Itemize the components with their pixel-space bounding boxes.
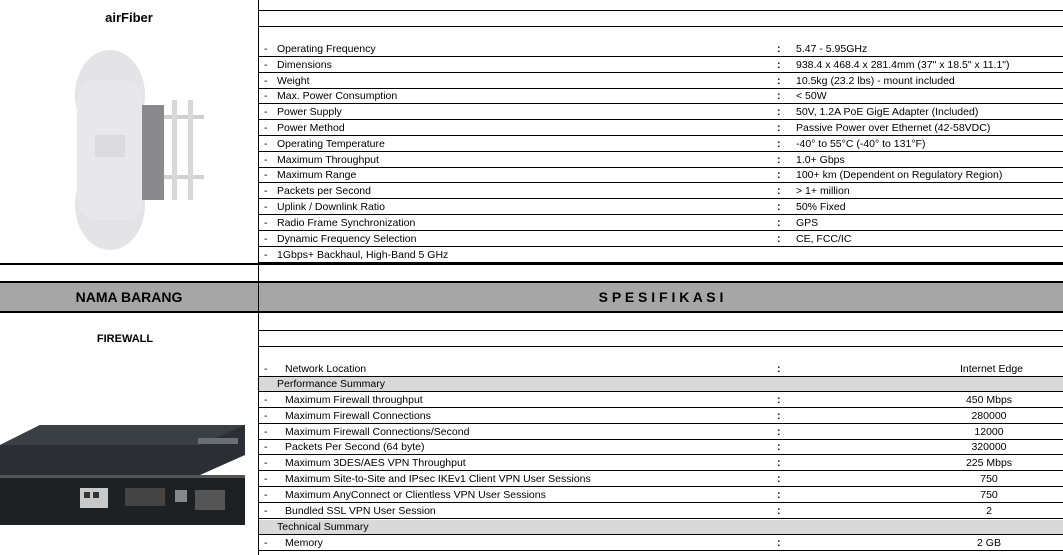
airfiber-spec-row	[259, 216, 1063, 231]
colon: :	[777, 106, 781, 119]
airfiber-spec-row	[259, 200, 1063, 215]
spec-value: GPS	[796, 216, 819, 229]
colon: :	[777, 137, 781, 150]
colon: :	[777, 216, 781, 229]
spec-label: Network Location	[285, 363, 367, 375]
spec-label: Power Supply	[277, 106, 342, 119]
dash: -	[264, 74, 268, 87]
spec-value: 320000	[971, 441, 1007, 454]
airfiber-footer-row	[259, 248, 1063, 263]
divider	[259, 10, 1063, 11]
spec-label: Max. Power Consumption	[277, 90, 398, 103]
firewall-perf-row	[259, 409, 1063, 424]
airfiber-spec-row	[259, 153, 1063, 168]
dash: -	[264, 153, 268, 166]
firewall-perf-row	[259, 393, 1063, 408]
airfiber-spec-row	[259, 89, 1063, 104]
spec-label: Radio Frame Synchronization	[277, 216, 416, 229]
dash: -	[264, 232, 268, 245]
airfiber-spec-row	[259, 58, 1063, 73]
dash: -	[264, 537, 268, 549]
airfiber-spec-row	[259, 184, 1063, 199]
dash: -	[264, 185, 268, 198]
colon: :	[777, 232, 781, 245]
spec-value: > 1+ million	[796, 185, 850, 198]
spec-label: Power Method	[277, 122, 345, 134]
spec-label: Maximum Firewall throughput	[285, 394, 423, 406]
firewall-perf-row	[259, 425, 1063, 440]
spec-value: 750	[980, 488, 998, 501]
dash: -	[264, 58, 268, 71]
dash: -	[264, 137, 268, 150]
colon: :	[777, 504, 781, 517]
airfiber-spec-row	[259, 74, 1063, 89]
colon: :	[777, 122, 781, 134]
spec-label: Uplink / Downlink Ratio	[277, 201, 385, 213]
firewall-tech-row	[259, 536, 1063, 551]
firewall-perf-row	[259, 472, 1063, 487]
perf-summary-header	[259, 377, 1063, 392]
firewall-perf-row	[259, 488, 1063, 503]
spec-value: 938.4 x 468.4 x 281.4mm (37" x 18.5" x 11.1")	[796, 58, 1010, 71]
colon: :	[777, 74, 781, 87]
dash: -	[264, 201, 268, 213]
spec-value: 1.0+ Gbps	[796, 153, 845, 166]
airfiber-spec-row	[259, 137, 1063, 152]
spec-label: Packets per Second	[277, 185, 371, 198]
section-divider	[0, 263, 1063, 265]
spec-value: 5.47 - 5.95GHz	[796, 43, 868, 55]
spec-label: Packets Per Second (64 byte)	[285, 441, 425, 454]
colon: :	[777, 153, 781, 166]
colon: :	[777, 58, 781, 71]
spec-label: Dynamic Frequency Selection	[277, 232, 417, 245]
spec-value: < 50W	[796, 90, 827, 103]
dash: -	[264, 122, 268, 134]
spec-value: 750	[980, 473, 998, 485]
spec-label: Maximum Throughput	[277, 153, 379, 166]
colon: :	[777, 363, 781, 375]
spec-label: Maximum Site-to-Site and IPsec IKEv1 Client VPN User Sessions	[285, 473, 591, 485]
colon: :	[777, 409, 781, 422]
airfiber-spec-row	[259, 168, 1063, 183]
dash: -	[264, 90, 268, 103]
header-nama-barang: NAMA BARANG	[0, 281, 258, 313]
dash: -	[264, 473, 268, 485]
dash: -	[264, 409, 268, 422]
dash: -	[264, 488, 268, 501]
spec-label: Maximum 3DES/AES VPN Throughput	[285, 457, 466, 470]
spec-value: Internet Edge	[959, 363, 1023, 375]
spec-value: 10.5kg (23.2 lbs) - mount included	[796, 74, 955, 87]
spec-value: 100+ km (Dependent on Regulatory Region)	[796, 169, 1003, 182]
spec-label: Memory	[285, 537, 323, 549]
spec-value: 2	[986, 504, 992, 517]
divider	[259, 330, 1063, 331]
spec-label: Weight	[277, 74, 310, 87]
header-spesifikasi: S P E S I F I K A S I	[259, 281, 1063, 313]
dash: -	[264, 441, 268, 454]
section-title: Technical Summary	[277, 521, 369, 533]
firewall-location-row	[259, 362, 1063, 377]
colon: :	[777, 43, 781, 55]
dash: -	[264, 425, 268, 438]
spec-label: Dimensions	[277, 58, 332, 71]
airfiber-spec-row	[259, 121, 1063, 136]
firewall-perf-row	[259, 440, 1063, 455]
colon: :	[777, 90, 781, 103]
tech-summary-header	[259, 520, 1063, 535]
colon: :	[777, 473, 781, 485]
spec-value: 280000	[971, 409, 1007, 422]
spec-label: Bundled SSL VPN User Session	[285, 504, 436, 517]
colon: :	[777, 169, 781, 182]
spec-value: CE, FCC/IC	[796, 232, 852, 245]
airfiber-spec-row	[259, 42, 1063, 57]
dash: -	[264, 394, 268, 406]
divider	[259, 346, 1063, 347]
section-title: Performance Summary	[277, 378, 385, 390]
colon: :	[777, 441, 781, 454]
colon: :	[777, 425, 781, 438]
spec-value: 2 GB	[977, 537, 1001, 549]
spec-label: Maximum Firewall Connections/Second	[285, 425, 470, 438]
spec-label: Maximum AnyConnect or Clientless VPN User Sessions	[285, 488, 546, 501]
firewall-perf-row	[259, 504, 1063, 519]
dash: -	[264, 249, 268, 261]
spec-label: Maximum Range	[277, 169, 357, 182]
airfiber-spec-row	[259, 105, 1063, 120]
spec-value: Passive Power over Ethernet (42-58VDC)	[796, 122, 991, 134]
colon: :	[777, 488, 781, 501]
dash: -	[264, 216, 268, 229]
colon: :	[777, 457, 781, 470]
dash: -	[264, 43, 268, 55]
spec-label: Maximum Firewall Connections	[285, 409, 431, 422]
dash: -	[264, 457, 268, 470]
spec-label: Operating Temperature	[277, 137, 385, 150]
dash: -	[264, 363, 268, 375]
colon: :	[777, 537, 781, 549]
airfiber-footer-label: 1Gbps+ Backhaul, High-Band 5 GHz	[277, 249, 449, 261]
spec-value: 12000	[974, 425, 1004, 438]
spec-value: 50% Fixed	[796, 201, 846, 213]
colon: :	[777, 185, 781, 198]
dash: -	[264, 169, 268, 182]
colon: :	[777, 201, 781, 213]
colon: :	[777, 394, 781, 406]
dash: -	[264, 504, 268, 517]
product-name-airfiber: airFiber	[105, 10, 153, 25]
airfiber-spec-row	[259, 232, 1063, 247]
spec-value: 50V, 1.2A PoE GigE Adapter (Included)	[796, 106, 979, 119]
divider	[259, 26, 1063, 27]
dash: -	[264, 106, 268, 119]
firewall-image	[0, 420, 250, 530]
spec-label: Operating Frequency	[277, 43, 376, 55]
spec-value: -40° to 55°C (-40° to 131°F)	[796, 137, 926, 150]
spec-value: 450 Mbps	[965, 394, 1013, 406]
product-name-firewall: FIREWALL	[96, 333, 154, 345]
firewall-perf-row	[259, 456, 1063, 471]
spec-value: 225 Mbps	[965, 457, 1013, 470]
airfiber-image	[60, 40, 220, 260]
